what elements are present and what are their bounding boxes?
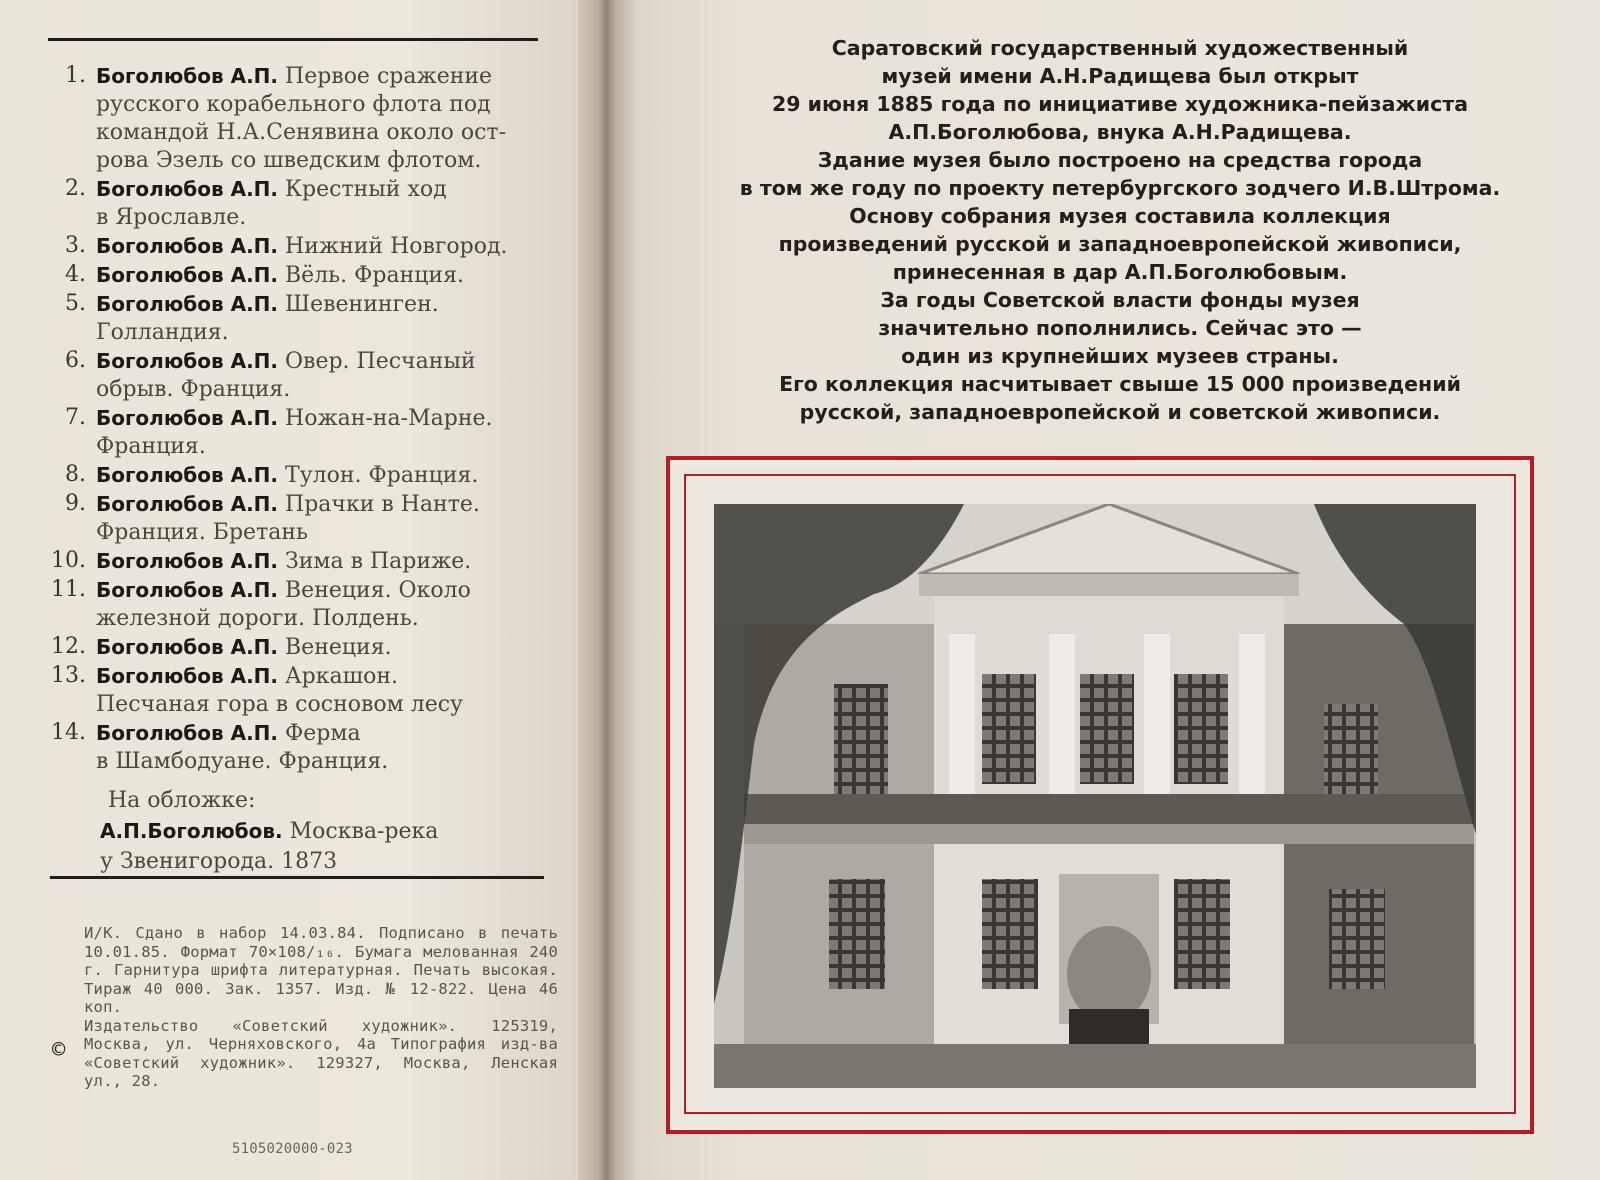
work-title-line: Песчаная гора в сосновом лесу [96,692,463,717]
intro-line: один из крупнейших музеев страны. [901,344,1339,368]
work-author: Боголюбов А.П. [96,263,279,287]
work-title-line: Вёль. Франция. [285,263,464,288]
work-author: Боголюбов А.П. [96,549,279,573]
cover-label: На обложке: [108,788,256,813]
work-title-line: обрыв. Франция. [96,377,291,402]
museum-photo [714,504,1476,1088]
work-title-line: Нижний Новгород. [285,234,508,259]
work-item [48,347,558,404]
work-number: 8. [65,462,86,487]
work-number: 7. [65,405,86,430]
cover-title-2: у Звенигорода. 1873 [100,849,338,874]
work-item [48,490,558,547]
work-item [48,633,558,662]
intro-line: За годы Советской власти фонды музея [880,288,1360,312]
works-list [48,62,558,776]
museum-building-illustration [714,504,1476,1088]
work-number: 4. [65,262,86,287]
work-number: 1. [65,63,86,88]
work-title-line: русского корабельного флота под [96,92,491,117]
work-number: 14. [51,720,86,745]
work-author: Боголюбов А.П. [96,492,279,516]
imprint-code: 5105020000-023 [232,1141,353,1157]
work-author: Боголюбов А.П. [96,664,279,688]
work-number: 2. [65,176,86,201]
work-title-line: Овер. Песчаный [285,349,476,374]
work-title-line: Первое сражение [285,64,493,89]
work-item [48,547,558,576]
work-title-line: в Шамбодуане. Франция. [96,749,389,774]
intro-line: А.П.Боголюбова, внука А.Н.Радищева. [888,120,1352,144]
intro-line: 29 июня 1885 года по инициативе художника-пейзажиста [771,92,1469,116]
work-title-line: Ферма [285,721,361,746]
work-item [48,576,558,633]
top-rule [48,38,538,41]
intro-line: музей имени А.Н.Радищева был открыт [881,64,1359,88]
work-number: 10. [51,548,86,573]
work-item [48,719,558,776]
cover-title-1: Москва-река [289,819,439,844]
work-title-line: Венеция. Около [285,578,471,603]
work-item [48,261,558,290]
work-title-line: Голландия. [96,320,229,345]
work-author: Боголюбов А.П. [96,349,279,373]
work-author: Боголюбов А.П. [96,234,279,258]
work-title-line: рова Эзель со шведским флотом. [96,148,482,173]
work-author: Боголюбов А.П. [96,292,279,316]
work-number: 3. [65,233,86,258]
work-item [48,62,558,175]
work-item [48,175,558,232]
work-title-line: в Ярославле. [96,205,247,230]
work-author: Боголюбов А.П. [96,578,279,602]
intro-line: значительно пополнились. Сейчас это — [878,316,1362,340]
work-title-line: железной дороги. Полдень. [96,606,419,631]
work-author: Боголюбов А.П. [96,64,279,88]
cover-caption [100,786,560,877]
work-title-line: Франция. [96,434,206,459]
work-item [48,232,558,261]
work-title-line: Тулон. Франция. [285,463,479,488]
imprint-text-1: И/К. Сдано в набор 14.03.84. Подписано в печать 10.01.85. Формат 70×108/₁₆. Бумага мелованная 240 г. Гарнитура шрифта литературная. Печать высокая. Тираж 40 000. Зак. 1357. Изд. № 12-822. Цена 46 коп. [84,924,558,1016]
intro-line: Здание музея было построено на средства города [817,148,1423,172]
intro-line: русской, западноевропейской и советской живописи. [799,400,1441,424]
work-number: 5. [65,291,86,316]
work-item [48,662,558,719]
intro-line: произведений русской и западноевропейской живописи, [778,232,1462,256]
work-author: Боголюбов А.П. [96,721,279,745]
intro-line: в том же году по проекту петербургского зодчего И.В.Штрома. [739,176,1501,200]
work-title-line: Аркашон. [285,664,398,689]
intro-line: принесенная в дар А.П.Боголюбовым. [892,260,1348,284]
work-author: Боголюбов А.П. [96,406,279,430]
work-item [48,461,558,490]
work-author: Боголюбов А.П. [96,177,279,201]
work-title-line: Ножан-на-Марне. [285,406,493,431]
work-title-line: Франция. Бретань [96,520,308,545]
museum-intro [660,34,1580,426]
work-number: 6. [65,348,86,373]
work-title-line: Венеция. [285,635,392,660]
work-item [48,404,558,461]
work-item [48,290,558,347]
work-title-line: Крестный ход [285,177,447,202]
work-author: Боголюбов А.П. [96,635,279,659]
book-gutter [578,0,636,1180]
work-author: Боголюбов А.П. [96,463,279,487]
work-title-line: командой Н.А.Сенявина около ост- [96,120,507,145]
work-number: 11. [51,577,86,602]
intro-line: Саратовский государственный художественный [831,36,1409,60]
work-number: 12. [51,634,86,659]
imprint [52,924,558,1157]
imprint-text-2: Издательство «Советский художник». 125319, Москва, ул. Черняховского, 4а Типография изд-ва «Советский художник». 129327, Москва, Ленская ул., 28. [84,1016,558,1090]
cover-author: А.П.Боголюбов. [100,819,283,843]
work-title-line: Зима в Париже. [285,549,472,574]
intro-line: Его коллекция насчитывает свыше 15 000 произведений [779,372,1461,396]
work-title-line: Шевенинген. [285,292,439,317]
work-title-line: Прачки в Нанте. [285,492,480,517]
intro-line: Основу собрания музея составила коллекция [849,204,1391,228]
work-number: 13. [51,663,86,688]
publisher-copyright-icon: © [52,1038,66,1063]
work-number: 9. [65,491,86,516]
